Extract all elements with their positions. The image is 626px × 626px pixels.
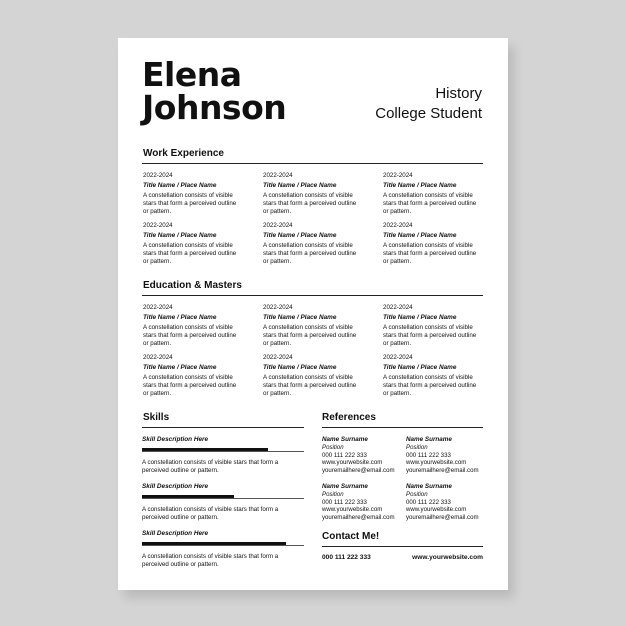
references-divider (322, 427, 483, 428)
reference-email: youremailhere@email.com (322, 467, 395, 475)
reference-phone: 000 111 222 333 (406, 498, 451, 506)
skill-level-bar (142, 448, 304, 452)
skill-level-fill (142, 542, 286, 545)
education-entry-desc: A constellation consists of visible stars that form a perceived outline or pattern. (383, 324, 477, 347)
work-experience-grid (143, 172, 483, 266)
reference-phone: 000 111 222 333 (406, 451, 451, 459)
reference-website: www.yourwebsite.com (322, 459, 383, 467)
resume-subtitle (375, 84, 482, 124)
education-entry-years: 2022-2024 (143, 354, 173, 361)
reference-phone: 000 111 222 333 (322, 451, 367, 459)
work-entry-desc: A constellation consists of visible stars that form a perceived outline or pattern. (263, 192, 357, 215)
skills-list (142, 436, 304, 577)
education-entry-desc: A constellation consists of visible stars that form a perceived outline or pattern. (263, 374, 357, 397)
education-entry-years: 2022-2024 (383, 304, 413, 311)
education-entry-title: Title Name / Place Name (263, 314, 337, 321)
education-entry (263, 304, 383, 348)
education-entry-title: Title Name / Place Name (143, 364, 217, 371)
skills-divider (142, 427, 304, 428)
work-entry-desc: A constellation consists of visible stars that form a perceived outline or pattern. (263, 242, 357, 265)
education-entry-years: 2022-2024 (263, 304, 293, 311)
reference-item (406, 483, 484, 522)
work-entry-years: 2022-2024 (263, 222, 293, 229)
education-entry (263, 354, 383, 398)
work-entry-years: 2022-2024 (263, 172, 293, 179)
skill-title: Skill Description Here (142, 483, 209, 490)
work-entry (263, 172, 383, 216)
skill-level-bar (142, 495, 304, 499)
reference-name: Name Surname (322, 482, 368, 490)
education-entry (143, 304, 263, 348)
references-list (322, 436, 484, 522)
skill-title: Skill Description Here (142, 530, 209, 537)
contact-heading: Contact Me! (322, 531, 380, 542)
skill-title: Skill Description Here (142, 436, 209, 443)
education-entry-desc: A constellation consists of visible stars that form a perceived outline or pattern. (143, 324, 237, 347)
reference-email: youremailhere@email.com (406, 467, 479, 475)
education-entry-desc: A constellation consists of visible stars that form a perceived outline or pattern. (383, 374, 477, 397)
contact-phone: 000 111 222 333 (322, 554, 371, 561)
skill-level-fill (142, 448, 268, 451)
work-entry (263, 222, 383, 266)
references-heading: References (322, 412, 376, 423)
education-entry-years: 2022-2024 (383, 354, 413, 361)
work-entry-title: Title Name / Place Name (263, 182, 337, 189)
education-entry-desc: A constellation consists of visible stars that form a perceived outline or pattern. (263, 324, 357, 347)
education-entry-years: 2022-2024 (263, 354, 293, 361)
work-entry-title: Title Name / Place Name (383, 232, 457, 239)
work-entry-title: Title Name / Place Name (383, 182, 457, 189)
skill-item (142, 483, 304, 530)
education-entry-title: Title Name / Place Name (383, 314, 457, 321)
education-divider (142, 295, 483, 296)
education-entry-title: Title Name / Place Name (143, 314, 217, 321)
skill-level-fill (142, 495, 234, 498)
education-entry-years: 2022-2024 (143, 304, 173, 311)
work-experience-divider (142, 163, 483, 164)
skill-item (142, 530, 304, 577)
reference-name: Name Surname (406, 436, 452, 443)
contact-divider (322, 546, 483, 547)
education-entry-title: Title Name / Place Name (383, 364, 457, 371)
subtitle-line1: History (435, 85, 482, 102)
work-entry-years: 2022-2024 (383, 172, 413, 179)
work-entry-years: 2022-2024 (143, 172, 173, 179)
reference-position: Position (322, 490, 344, 498)
reference-item (322, 436, 406, 475)
last-name: Johnson (142, 88, 287, 127)
education-heading: Education & Masters (143, 280, 242, 291)
reference-position: Position (406, 443, 428, 451)
reference-phone: 000 111 222 333 (322, 498, 367, 506)
education-entry-desc: A constellation consists of visible stars that form a perceived outline or pattern. (143, 374, 237, 397)
skill-level-bar (142, 542, 304, 546)
education-entry (143, 354, 263, 398)
work-entry (143, 172, 263, 216)
skill-desc: A constellation consists of visible stars that form a perceived outline or pattern. (142, 506, 279, 521)
work-entry-desc: A constellation consists of visible stars that form a perceived outline or pattern. (143, 192, 237, 215)
work-entry (383, 222, 483, 266)
reference-website: www.yourwebsite.com (322, 506, 383, 514)
skills-heading: Skills (143, 412, 170, 423)
reference-email: youremailhere@email.com (406, 514, 479, 522)
work-entry-title: Title Name / Place Name (143, 232, 217, 239)
work-entry (143, 222, 263, 266)
skill-desc: A constellation consists of visible stars that form a perceived outline or pattern. (142, 459, 279, 474)
work-entry (383, 172, 483, 216)
work-entry-years: 2022-2024 (383, 222, 413, 229)
work-entry-desc: A constellation consists of visible stars that form a perceived outline or pattern. (383, 242, 477, 265)
education-grid (143, 304, 483, 398)
reference-position: Position (322, 443, 344, 451)
resume-name (142, 55, 287, 127)
reference-position: Position (406, 490, 428, 498)
work-entry-title: Title Name / Place Name (263, 232, 337, 239)
work-entry-desc: A constellation consists of visible stars that form a perceived outline or pattern. (383, 192, 477, 215)
reference-item (322, 483, 406, 522)
reference-name: Name Surname (406, 482, 452, 490)
reference-website: www.yourwebsite.com (406, 506, 467, 514)
work-entry-years: 2022-2024 (143, 222, 173, 229)
education-entry-title: Title Name / Place Name (263, 364, 337, 371)
reference-website: www.yourwebsite.com (406, 459, 467, 467)
contact-website[interactable]: www.yourwebsite.com (412, 554, 483, 561)
reference-email: youremailhere@email.com (322, 514, 395, 522)
reference-name: Name Surname (322, 436, 368, 443)
education-entry (383, 354, 483, 398)
subtitle-line2: College Student (375, 105, 482, 122)
contact-details (322, 554, 483, 561)
education-entry (383, 304, 483, 348)
work-entry-desc: A constellation consists of visible stars that form a perceived outline or pattern. (143, 242, 237, 265)
skill-desc: A constellation consists of visible stars that form a perceived outline or pattern. (142, 553, 279, 568)
work-experience-heading: Work Experience (143, 148, 224, 159)
reference-item (406, 436, 484, 475)
work-entry-title: Title Name / Place Name (143, 182, 217, 189)
first-name: Elena (142, 55, 242, 94)
resume-page (118, 38, 508, 590)
skill-item (142, 436, 304, 483)
